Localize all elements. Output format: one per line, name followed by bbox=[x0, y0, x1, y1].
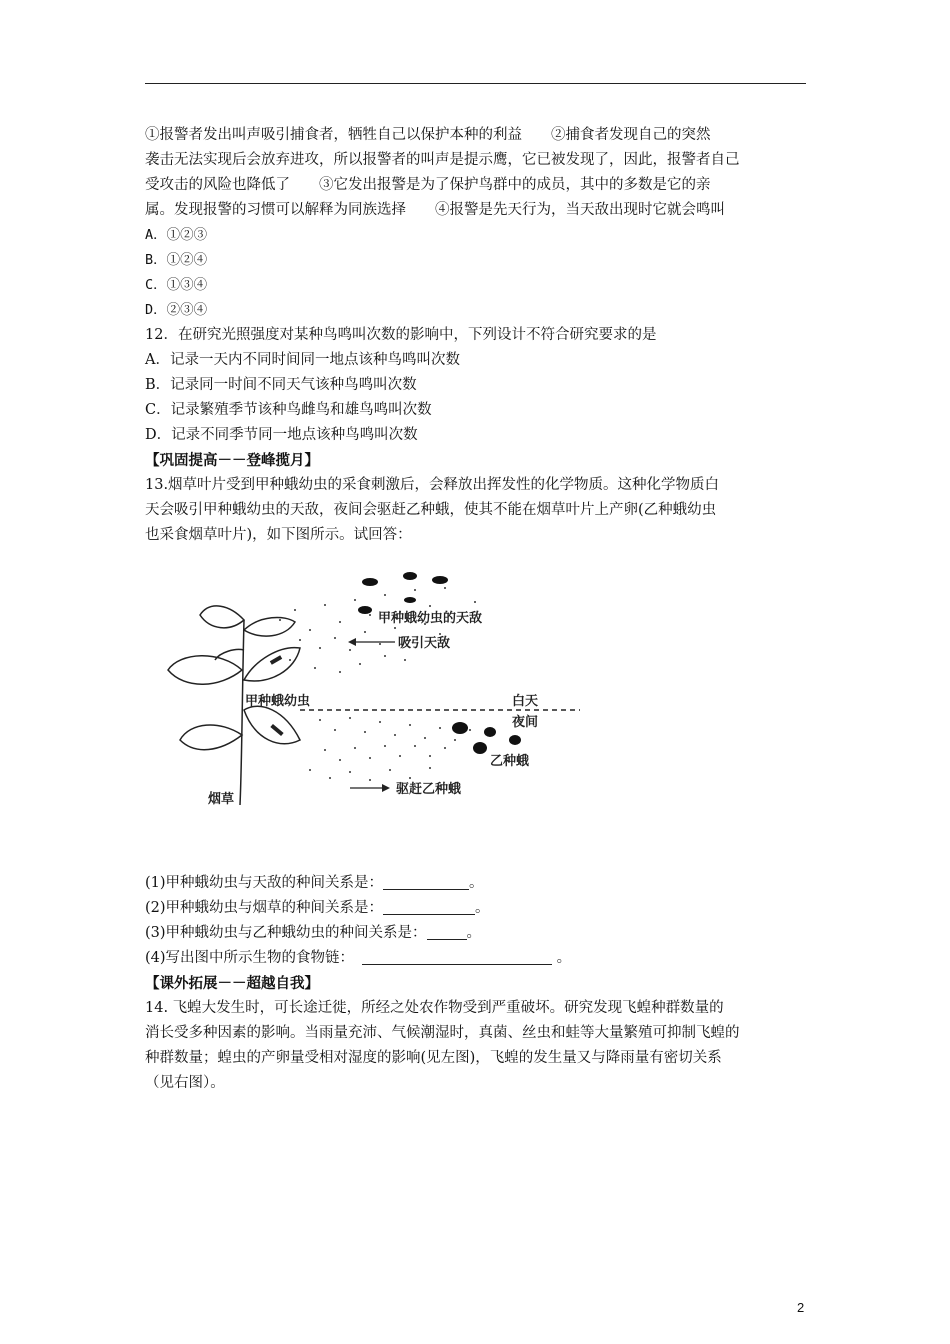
q14-stem-line: 14. 飞蝗大发生时，可长途迁徙，所经之处农作物受到严重破坏。研究发现飞蝗种群数量的 bbox=[145, 1000, 724, 1016]
q13-sub-1: (1)甲种蛾幼虫与天敌的种间关系是： 。 bbox=[145, 875, 484, 891]
larva-mark bbox=[270, 724, 283, 736]
label-repel: 驱赶乙种蛾 bbox=[396, 782, 462, 797]
q11-option-b: B．①②④ bbox=[145, 252, 208, 268]
q11-option-c: C．①③④ bbox=[145, 277, 208, 293]
q13-sub-4: (4)写出图中所示生物的食物链： 。 bbox=[145, 950, 572, 966]
attract-arrowhead bbox=[348, 638, 356, 646]
moth-b-icons bbox=[452, 722, 521, 754]
label-larva: 甲种蛾幼虫 bbox=[245, 694, 311, 709]
q12-option-c: C．记录繁殖季节该种鸟雌鸟和雄鸟鸣叫次数 bbox=[145, 402, 432, 418]
q11-option-d: D．②③④ bbox=[145, 302, 208, 318]
section-heading-extension: 【课外拓展－－超越自我】 bbox=[145, 975, 319, 992]
q14-stem-line: （见右图）。 bbox=[145, 1075, 225, 1091]
q12-option-a: A．记录一天内不同时间同一地点该种鸟鸣叫次数 bbox=[145, 352, 460, 368]
larva-mark bbox=[270, 655, 282, 664]
q11-stem-line: 属。发现报警的习惯可以解释为同族选择 ④报警是先天行为，当天敌出现时它就会鸣叫 bbox=[145, 202, 725, 218]
q12-stem: 12．在研究光照强度对某种鸟鸣叫次数的影响中，下列设计不符合研究要求的是 bbox=[145, 327, 657, 343]
q11-option-a: A．①②③ bbox=[145, 227, 208, 243]
label-tobacco: 烟草 bbox=[208, 792, 235, 807]
q13-stem-line: 13.烟草叶片受到甲种蛾幼虫的采食刺激后，会释放出挥发性的化学物质。这种化学物质白 bbox=[145, 477, 720, 493]
q12-option-b: B．记录同一时间不同天气该种鸟鸣叫次数 bbox=[145, 377, 417, 393]
q13-stem-line: 也采食烟草叶片)，如下图所示。试回答： bbox=[145, 527, 412, 543]
tobacco-moth-figure bbox=[160, 560, 590, 820]
q14-stem-line: 消长受多种因素的影响。当雨量充沛、气候潮湿时，真菌、丝虫和蛙等大量繁殖可抑制飞蝗的 bbox=[145, 1025, 740, 1041]
label-natural-enemy: 甲种蛾幼虫的天敌 bbox=[378, 611, 483, 626]
natural-enemy-insects bbox=[358, 572, 448, 614]
q14-stem-line: 种群数量；蝗虫的产卵量受相对湿度的影响(见左图)，飞蝗的发生量又与降雨量有密切关系 bbox=[145, 1050, 722, 1066]
label-moth-b: 乙种蛾 bbox=[490, 754, 530, 769]
page-number: 2 bbox=[797, 1300, 805, 1315]
label-night: 夜间 bbox=[512, 715, 539, 730]
answer-blank[interactable] bbox=[427, 923, 467, 940]
section-heading-consolidate: 【巩固提高－－登峰揽月】 bbox=[145, 452, 319, 469]
q11-stem-line: ①报警者发出叫声吸引捕食者，牺牲自己以保护本种的利益 ②捕食者发现自己的突然 bbox=[145, 127, 711, 143]
answer-blank[interactable] bbox=[383, 873, 469, 890]
repel-arrowhead bbox=[382, 784, 390, 792]
q13-sub-2: (2)甲种蛾幼虫与烟草的种间关系是： 。 bbox=[145, 900, 490, 916]
q13-stem-line: 天会吸引甲种蛾幼虫的天敌，夜间会驱赶乙种蛾，使其不能在烟草叶片上产卵(乙种蛾幼虫 bbox=[145, 502, 717, 518]
q12-option-d: D．记录不同季节同一地点该种鸟鸣叫次数 bbox=[145, 427, 418, 443]
header-rule bbox=[145, 83, 806, 84]
label-day: 白天 bbox=[512, 694, 539, 709]
q11-stem-line: 受攻击的风险也降低了 ③它发出报警是为了保护鸟群中的成员，其中的多数是它的亲 bbox=[145, 177, 711, 193]
answer-blank[interactable] bbox=[362, 948, 552, 965]
q11-block bbox=[145, 123, 807, 548]
label-attract: 吸引天敌 bbox=[398, 636, 451, 651]
q13-sub-3: (3)甲种蛾幼虫与乙种蛾幼虫的种间关系是： 。 bbox=[145, 925, 482, 941]
q13-subquestions bbox=[145, 871, 807, 1096]
answer-blank[interactable] bbox=[383, 898, 475, 915]
q11-stem-line: 袭击无法实现后会放弃进攻，所以报警者的叫声是提示鹰，它已被发现了，因此，报警者自己 bbox=[145, 152, 740, 168]
